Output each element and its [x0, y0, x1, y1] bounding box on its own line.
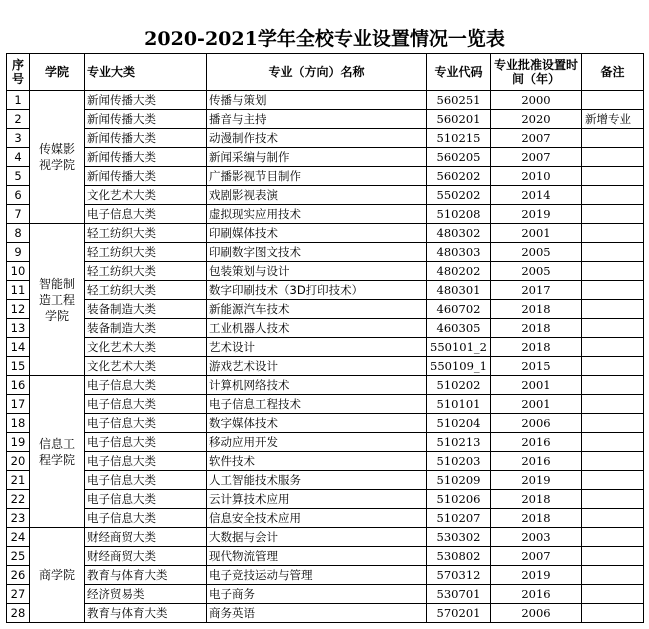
approval-year-cell: 2018: [491, 509, 582, 528]
major-name-cell: 云计算技术应用: [207, 490, 427, 509]
note-cell: [582, 528, 644, 547]
note-cell: [582, 452, 644, 471]
header-code: 专业代码: [427, 54, 491, 91]
major-code-cell: 460702: [427, 300, 491, 319]
table-row: [7, 585, 644, 604]
category-cell: 新闻传播大类: [85, 110, 207, 129]
row-number: 21: [7, 471, 30, 490]
major-name-cell: 艺术设计: [207, 338, 427, 357]
row-number: 17: [7, 395, 30, 414]
row-number: 19: [7, 433, 30, 452]
table-row: [7, 319, 644, 338]
college-cell: 商学院: [30, 528, 85, 623]
table-row: [7, 528, 644, 547]
approval-year-cell: 2001: [491, 395, 582, 414]
row-number: 12: [7, 300, 30, 319]
note-cell: [582, 129, 644, 148]
table-row: [7, 566, 644, 585]
major-name-cell: 传播与策划: [207, 91, 427, 110]
row-number: 14: [7, 338, 30, 357]
category-cell: 新闻传播大类: [85, 91, 207, 110]
approval-year-cell: 2015: [491, 357, 582, 376]
major-name-cell: 工业机器人技术: [207, 319, 427, 338]
row-number: 3: [7, 129, 30, 148]
row-number: 4: [7, 148, 30, 167]
header-category: 专业大类: [85, 54, 207, 91]
major-code-cell: 510206: [427, 490, 491, 509]
table-row: [7, 91, 644, 110]
row-number: 25: [7, 547, 30, 566]
approval-year-cell: 2001: [491, 224, 582, 243]
approval-year-cell: 2018: [491, 300, 582, 319]
major-name-cell: 戏剧影视表演: [207, 186, 427, 205]
table-row: [7, 490, 644, 509]
category-cell: 电子信息大类: [85, 205, 207, 224]
major-code-cell: 550202: [427, 186, 491, 205]
major-name-cell: 电子竞技运动与管理: [207, 566, 427, 585]
category-cell: 装备制造大类: [85, 300, 207, 319]
row-number: 22: [7, 490, 30, 509]
note-cell: [582, 566, 644, 585]
major-name-cell: 电子信息工程技术: [207, 395, 427, 414]
category-cell: 文化艺术大类: [85, 186, 207, 205]
approval-year-cell: 2017: [491, 281, 582, 300]
row-number: 13: [7, 319, 30, 338]
major-name-cell: 大数据与会计: [207, 528, 427, 547]
table-row: [7, 186, 644, 205]
approval-year-cell: 2018: [491, 338, 582, 357]
category-cell: 电子信息大类: [85, 433, 207, 452]
approval-year-cell: 2019: [491, 471, 582, 490]
major-code-cell: 510204: [427, 414, 491, 433]
note-cell: [582, 604, 644, 623]
major-code-cell: 550109_1: [427, 357, 491, 376]
note-cell: [582, 547, 644, 566]
category-cell: 电子信息大类: [85, 452, 207, 471]
note-cell: [582, 585, 644, 604]
row-number: 26: [7, 566, 30, 585]
header-college: 学院: [30, 54, 85, 91]
note-cell: [582, 186, 644, 205]
table-row: [7, 604, 644, 623]
header-approval-year: 专业批准设置时间（年）: [491, 54, 582, 91]
approval-year-cell: 2007: [491, 547, 582, 566]
row-number: 24: [7, 528, 30, 547]
approval-year-cell: 2014: [491, 186, 582, 205]
note-cell: [582, 395, 644, 414]
row-number: 9: [7, 243, 30, 262]
major-code-cell: 570201: [427, 604, 491, 623]
major-code-cell: 510215: [427, 129, 491, 148]
table-row: [7, 262, 644, 281]
row-number: 20: [7, 452, 30, 471]
table-row: [7, 338, 644, 357]
major-code-cell: 550101_2: [427, 338, 491, 357]
major-name-cell: 信息安全技术应用: [207, 509, 427, 528]
major-code-cell: 480202: [427, 262, 491, 281]
row-number: 2: [7, 110, 30, 129]
table-row: [7, 110, 644, 129]
note-cell: [582, 357, 644, 376]
approval-year-cell: 2007: [491, 129, 582, 148]
table-row: [7, 281, 644, 300]
category-cell: 经济贸易类: [85, 585, 207, 604]
row-number: 18: [7, 414, 30, 433]
table-row: [7, 452, 644, 471]
header-no: 序号: [7, 54, 30, 91]
major-name-cell: 移动应用开发: [207, 433, 427, 452]
major-name-cell: 新能源汽车技术: [207, 300, 427, 319]
category-cell: 新闻传播大类: [85, 148, 207, 167]
table-row: [7, 547, 644, 566]
approval-year-cell: 2016: [491, 433, 582, 452]
major-code-cell: 530802: [427, 547, 491, 566]
category-cell: 轻工纺织大类: [85, 281, 207, 300]
table-row: [7, 433, 644, 452]
table-row: [7, 205, 644, 224]
row-number: 10: [7, 262, 30, 281]
major-code-cell: 480303: [427, 243, 491, 262]
major-code-cell: 510202: [427, 376, 491, 395]
table-row: [7, 414, 644, 433]
table-row: [7, 376, 644, 395]
major-name-cell: 数字媒体技术: [207, 414, 427, 433]
approval-year-cell: 2001: [491, 376, 582, 395]
major-name-cell: 软件技术: [207, 452, 427, 471]
approval-year-cell: 2018: [491, 490, 582, 509]
category-cell: 电子信息大类: [85, 376, 207, 395]
major-name-cell: 商务英语: [207, 604, 427, 623]
table-row: [7, 471, 644, 490]
note-cell: [582, 433, 644, 452]
note-cell: [582, 376, 644, 395]
category-cell: 轻工纺织大类: [85, 262, 207, 281]
approval-year-cell: 2006: [491, 604, 582, 623]
row-number: 15: [7, 357, 30, 376]
note-cell: [582, 262, 644, 281]
approval-year-cell: 2016: [491, 585, 582, 604]
approval-year-cell: 2000: [491, 91, 582, 110]
category-cell: 新闻传播大类: [85, 129, 207, 148]
major-name-cell: 新闻采编与制作: [207, 148, 427, 167]
row-number: 16: [7, 376, 30, 395]
row-number: 28: [7, 604, 30, 623]
approval-year-cell: 2005: [491, 243, 582, 262]
approval-year-cell: 2019: [491, 566, 582, 585]
note-cell: [582, 243, 644, 262]
major-code-cell: 510208: [427, 205, 491, 224]
approval-year-cell: 2010: [491, 167, 582, 186]
major-name-cell: 数字印刷技术（3D打印技术）: [207, 281, 427, 300]
category-cell: 电子信息大类: [85, 414, 207, 433]
major-name-cell: 人工智能技术服务: [207, 471, 427, 490]
category-cell: 电子信息大类: [85, 395, 207, 414]
major-name-cell: 现代物流管理: [207, 547, 427, 566]
note-cell: [582, 471, 644, 490]
table-row: [7, 129, 644, 148]
row-number: 23: [7, 509, 30, 528]
row-number: 7: [7, 205, 30, 224]
note-cell: [582, 205, 644, 224]
table-row: [7, 243, 644, 262]
note-cell: [582, 281, 644, 300]
table-row: [7, 167, 644, 186]
approval-year-cell: 2007: [491, 148, 582, 167]
major-name-cell: 包装策划与设计: [207, 262, 427, 281]
major-name-cell: 动漫制作技术: [207, 129, 427, 148]
note-cell: [582, 414, 644, 433]
major-code-cell: 480301: [427, 281, 491, 300]
major-name-cell: 游戏艺术设计: [207, 357, 427, 376]
header-major-name: 专业（方向）名称: [207, 54, 427, 91]
note-cell: [582, 490, 644, 509]
note-cell: [582, 509, 644, 528]
category-cell: 文化艺术大类: [85, 338, 207, 357]
major-code-cell: 570312: [427, 566, 491, 585]
category-cell: 文化艺术大类: [85, 357, 207, 376]
college-cell: 信息工程学院: [30, 376, 85, 528]
major-code-cell: 480302: [427, 224, 491, 243]
note-cell: [582, 319, 644, 338]
category-cell: 教育与体育大类: [85, 566, 207, 585]
table-row: [7, 395, 644, 414]
major-name-cell: 虚拟现实应用技术: [207, 205, 427, 224]
page-title: 2020-2021学年全校专业设置情况一览表: [144, 28, 505, 50]
note-cell: [582, 91, 644, 110]
major-name-cell: 广播影视节目制作: [207, 167, 427, 186]
approval-year-cell: 2016: [491, 452, 582, 471]
approval-year-cell: 2006: [491, 414, 582, 433]
approval-year-cell: 2020: [491, 110, 582, 129]
note-cell: [582, 338, 644, 357]
major-name-cell: 印刷媒体技术: [207, 224, 427, 243]
major-name-cell: 电子商务: [207, 585, 427, 604]
major-code-cell: 510209: [427, 471, 491, 490]
category-cell: 轻工纺织大类: [85, 224, 207, 243]
note-cell: [582, 300, 644, 319]
major-code-cell: 510213: [427, 433, 491, 452]
major-name-cell: 播音与主持: [207, 110, 427, 129]
college-cell: 传媒影视学院: [30, 91, 85, 224]
approval-year-cell: 2003: [491, 528, 582, 547]
approval-year-cell: 2018: [491, 319, 582, 338]
major-code-cell: 460305: [427, 319, 491, 338]
major-table: [6, 53, 644, 623]
major-code-cell: 510207: [427, 509, 491, 528]
major-code-cell: 530302: [427, 528, 491, 547]
category-cell: 新闻传播大类: [85, 167, 207, 186]
category-cell: 装备制造大类: [85, 319, 207, 338]
table-row: [7, 224, 644, 243]
college-cell: 智能制造工程学院: [30, 224, 85, 376]
table-row: [7, 509, 644, 528]
table-row: [7, 357, 644, 376]
row-number: 6: [7, 186, 30, 205]
category-cell: 财经商贸大类: [85, 547, 207, 566]
row-number: 27: [7, 585, 30, 604]
row-number: 8: [7, 224, 30, 243]
row-number: 5: [7, 167, 30, 186]
category-cell: 财经商贸大类: [85, 528, 207, 547]
header-row: [7, 54, 644, 91]
major-code-cell: 530701: [427, 585, 491, 604]
major-code-cell: 510203: [427, 452, 491, 471]
approval-year-cell: 2005: [491, 262, 582, 281]
approval-year-cell: 2019: [491, 205, 582, 224]
note-cell: [582, 224, 644, 243]
category-cell: 电子信息大类: [85, 471, 207, 490]
major-code-cell: 560251: [427, 91, 491, 110]
note-cell: [582, 167, 644, 186]
table-body: [7, 91, 644, 623]
category-cell: 电子信息大类: [85, 509, 207, 528]
major-code-cell: 560202: [427, 167, 491, 186]
category-cell: 电子信息大类: [85, 490, 207, 509]
major-name-cell: 印刷数字图文技术: [207, 243, 427, 262]
table-row: [7, 300, 644, 319]
major-code-cell: 560205: [427, 148, 491, 167]
major-name-cell: 计算机网络技术: [207, 376, 427, 395]
row-number: 1: [7, 91, 30, 110]
header-note: 备注: [582, 54, 644, 91]
note-cell: 新增专业: [582, 110, 644, 129]
table-row: [7, 148, 644, 167]
category-cell: 教育与体育大类: [85, 604, 207, 623]
note-cell: [582, 148, 644, 167]
major-code-cell: 560201: [427, 110, 491, 129]
category-cell: 轻工纺织大类: [85, 243, 207, 262]
major-code-cell: 510101: [427, 395, 491, 414]
row-number: 11: [7, 281, 30, 300]
